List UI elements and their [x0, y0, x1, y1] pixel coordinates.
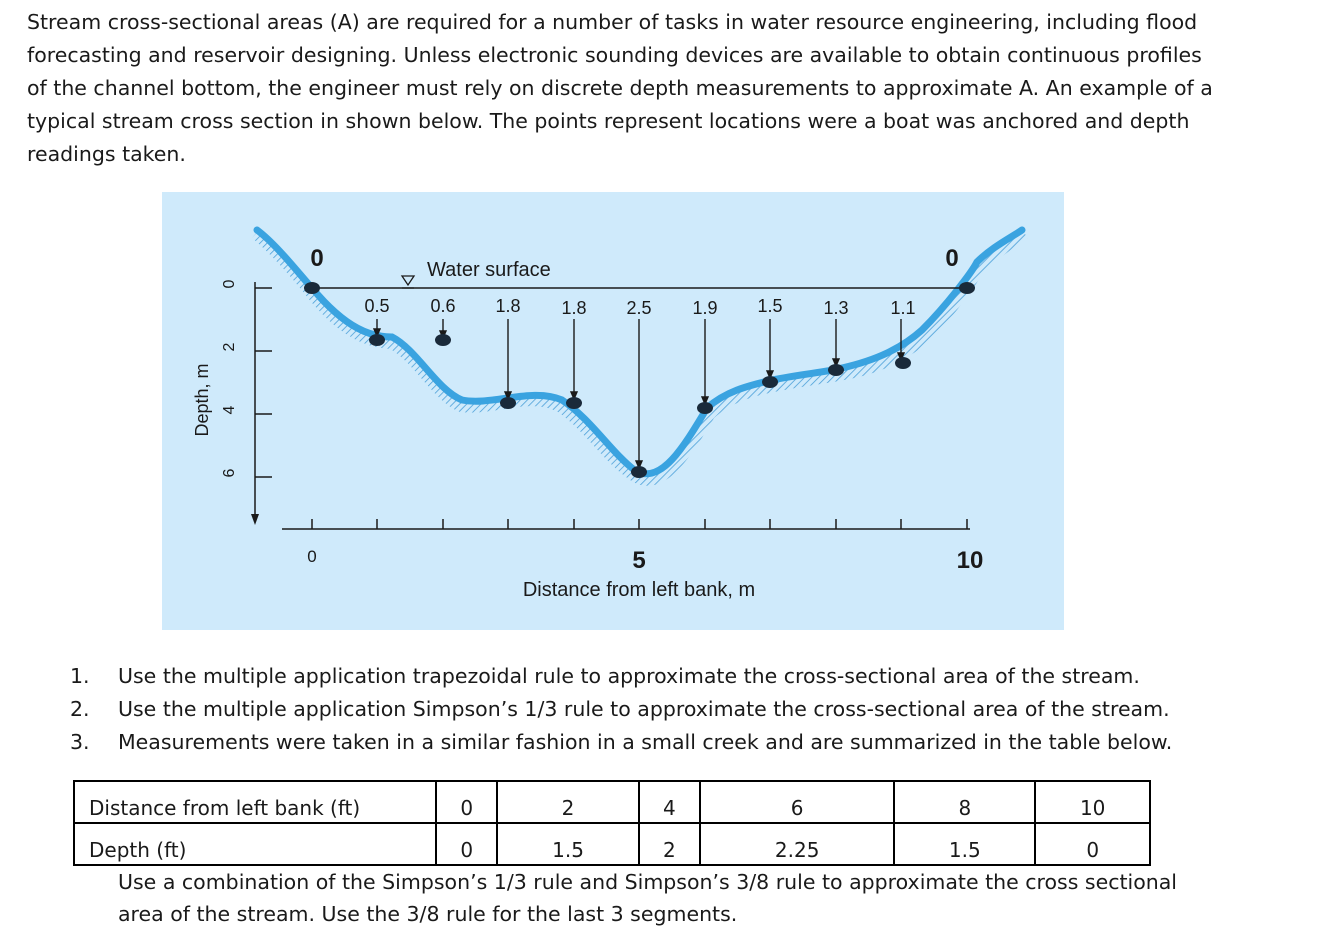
water-surface-label: Water surface	[427, 259, 551, 281]
table-cell: 8	[894, 781, 1035, 823]
table-cell: 0	[1035, 823, 1150, 865]
depth-label: 1.8	[561, 298, 587, 318]
question-item	[70, 660, 1270, 693]
question-item	[70, 726, 1270, 759]
x-tick-label: 10	[956, 547, 984, 574]
table-cell: 6	[700, 781, 894, 823]
depth-label: 1.1	[890, 298, 916, 318]
left-bank-depth-label: 0	[310, 245, 324, 272]
depth-point	[304, 282, 320, 294]
question-text: Use the multiple application trapezoidal rule to approximate the cross-sectional area of the stream.	[118, 664, 1140, 688]
question-text: Use the multiple application Simpson’s 1/3 rule to approximate the cross-sectional area of the stream.	[118, 697, 1170, 721]
table-row	[74, 781, 1150, 823]
table-cell: 10	[1035, 781, 1150, 823]
question-number: 3.	[70, 730, 90, 754]
table-cell: 4	[639, 781, 700, 823]
table-row	[74, 823, 1150, 865]
table-cell: 1.5	[497, 823, 638, 865]
x-axis-label: Distance from left bank, m	[522, 579, 756, 601]
table-cell: 2	[497, 781, 638, 823]
final-instruction: Use a combination of the Simpson’s 1/3 rule and Simpson’s 3/8 rule to approximate the cross sectional area of the stream. Use the 3/8 rule for the last 3 segments.	[118, 870, 1178, 926]
y-axis-arrow	[251, 514, 259, 525]
channel-bed-hatching	[252, 230, 1028, 486]
row-label: Distance from left bank (ft)	[74, 781, 436, 823]
question-item	[70, 693, 1270, 726]
depth-point	[959, 282, 975, 294]
x-axis-ticks	[282, 519, 970, 529]
y-axis-label: Depth, m	[192, 363, 212, 437]
depth-label: 0.5	[364, 296, 390, 316]
intro-paragraph: Stream cross-sectional areas (A) are required for a number of tasks in water resource engineering, including flood forecasting and reservoir designing. Unless electronic sounding devices are available to obtain continuous profiles of the channel bottom, the engineer must rely on discrete depth measurements to approximate A. An example of a typical stream cross section in shown below. The points represent locations were a boat was anchored and depth readings taken.	[27, 10, 1213, 166]
table-cell: 0	[436, 781, 497, 823]
x-tick-label: 0	[307, 547, 317, 566]
right-bank-depth-label: 0	[945, 245, 959, 272]
depth-label: 1.3	[823, 298, 849, 318]
stream-cross-section-figure	[162, 192, 1064, 630]
table-cell: 2	[639, 823, 700, 865]
question-text: Measurements were taken in a similar fashion in a small creek and are summarized in the table below.	[118, 730, 1173, 754]
question-number: 2.	[70, 697, 90, 721]
question-number: 1.	[70, 664, 90, 688]
y-tick-label: 6	[221, 468, 238, 478]
row-label: Depth (ft)	[74, 823, 436, 865]
table-cell: 2.25	[700, 823, 894, 865]
water-surface-symbol	[402, 276, 414, 285]
depth-labels	[364, 296, 915, 318]
cross-section-diagram	[162, 192, 1064, 630]
depth-label: 1.8	[495, 296, 521, 316]
table-cell: 1.5	[894, 823, 1035, 865]
depth-label: 2.5	[626, 298, 652, 318]
table-cell: 0	[436, 823, 497, 865]
depth-label: 1.5	[757, 296, 783, 316]
depth-label: 1.9	[692, 298, 718, 318]
y-tick-label: 4	[221, 405, 238, 415]
depth-label: 0.6	[430, 296, 456, 316]
y-tick-label: 0	[221, 279, 238, 289]
x-tick-label: 5	[632, 547, 646, 574]
question-list	[70, 660, 1270, 759]
creek-measurements-table	[73, 780, 1151, 866]
y-tick-label: 2	[221, 342, 238, 352]
